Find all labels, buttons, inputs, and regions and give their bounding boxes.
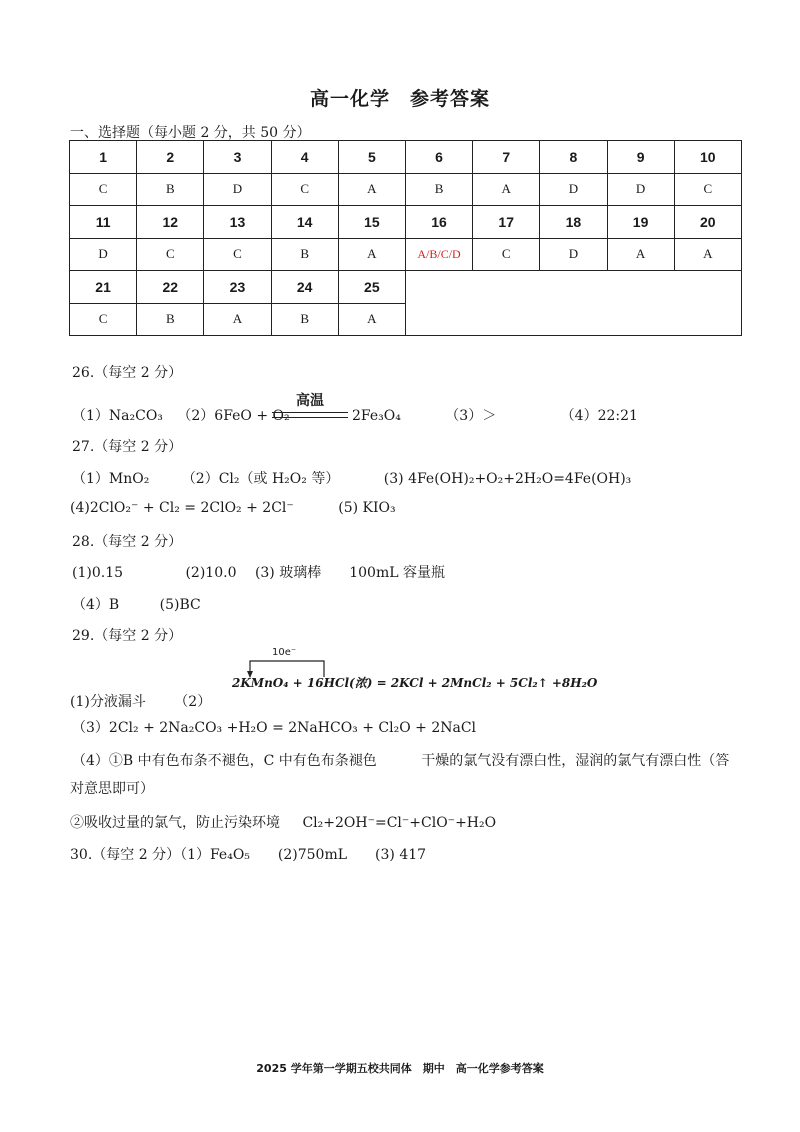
q26-answers <box>72 405 290 425</box>
answer-cell: B <box>137 173 204 206</box>
page-footer: 2025 学年第一学期五校共同体 期中 高一化学参考答案 <box>256 1062 544 1075</box>
q28-heading: 28.（每空 2 分） <box>72 534 183 550</box>
q29-redox-equation: 2KMnO₄ + 16HCl(浓) = 2KCl + 2MnCl₂ + 5Cl₂↑ +8H₂O <box>232 676 598 690</box>
answer-cell: C <box>271 173 338 206</box>
equals-bars <box>272 412 348 418</box>
q28-answer-1: (1)0.15 <box>72 565 124 581</box>
q27-answer-3: (3) 4Fe(OH)₂+O₂+2H₂O=4Fe(OH)₃ <box>383 471 632 487</box>
answer-table <box>69 140 742 336</box>
q26-answer-1: （1）Na₂CO₃ <box>72 408 163 424</box>
question-number: 25 <box>338 271 405 304</box>
table-row <box>70 271 742 304</box>
q27-answer-2: （2）Cl₂（或 H₂O₂ 等） <box>181 471 340 487</box>
q27-heading: 27.（每空 2 分） <box>72 439 183 455</box>
question-number: 7 <box>473 141 540 174</box>
question-number: 2 <box>137 141 204 174</box>
q29-answer-5-equation: Cl₂+2OH⁻=Cl⁻+ClO⁻+H₂O <box>302 815 497 831</box>
answer-cell: B <box>405 173 472 206</box>
answer-cell: A <box>338 303 405 336</box>
question-number: 5 <box>338 141 405 174</box>
answer-cell: D <box>70 238 137 271</box>
section-heading-choice: 一、选择题（每小题 2 分，共 50 分） <box>70 125 311 141</box>
q27-answer-4: (4)2ClO₂⁻ + Cl₂ = 2ClO₂ + 2Cl⁻ <box>70 500 294 516</box>
q29-answer-4-note: 对意思即可） <box>70 781 154 797</box>
question-number: 20 <box>674 206 741 239</box>
question-number: 14 <box>271 206 338 239</box>
q29-answer-5 <box>70 812 496 832</box>
q26-answers-cont <box>352 405 638 425</box>
answer-cell: B <box>271 303 338 336</box>
answer-cell-highlighted: A/B/C/D <box>405 238 472 271</box>
question-number: 24 <box>271 271 338 304</box>
answer-cell: A <box>338 173 405 206</box>
table-row <box>70 238 742 271</box>
question-number: 6 <box>405 141 472 174</box>
answer-cell: D <box>607 173 674 206</box>
q27-answers-row1 <box>72 468 631 488</box>
question-number: 4 <box>271 141 338 174</box>
answer-cell: B <box>271 238 338 271</box>
q28-answer-2: (2)10.0 <box>185 565 237 581</box>
question-number: 22 <box>137 271 204 304</box>
answer-cell: C <box>204 238 271 271</box>
answer-cell: C <box>674 173 741 206</box>
q26-answer-2-product: 2Fe₃O₄ <box>352 408 401 424</box>
answer-cell: A <box>204 303 271 336</box>
question-number: 9 <box>607 141 674 174</box>
answer-cell: D <box>204 173 271 206</box>
q29-answer-1: (1)分液漏斗 <box>70 694 146 710</box>
answer-cell: B <box>137 303 204 336</box>
question-number: 21 <box>70 271 137 304</box>
question-number: 10 <box>674 141 741 174</box>
q30-answers: 30.（每空 2 分）（1）Fe₄O₅ (2)750mL (3) 417 <box>70 847 427 863</box>
electron-count-label: 10e⁻ <box>272 647 297 658</box>
q28-answer-3: (3) 玻璃棒 100mL 容量瓶 <box>254 565 445 581</box>
q26-answer-3: （3）＞ <box>445 408 497 424</box>
answer-cell: A <box>607 238 674 271</box>
q26-answer-2-reactants: （2）6FeO + O₂ <box>177 408 290 424</box>
q29-answer-5-text: ②吸收过量的氯气，防止污染环境 <box>70 815 280 831</box>
answer-cell: C <box>70 303 137 336</box>
table-row <box>70 141 742 174</box>
q26-heading: 26.（每空 2 分） <box>72 365 183 381</box>
answer-cell: A <box>473 173 540 206</box>
q27-answer-5: (5) KIO₃ <box>338 500 396 516</box>
answer-cell: C <box>137 238 204 271</box>
reaction-condition: 高温 <box>296 393 324 409</box>
question-number: 17 <box>473 206 540 239</box>
question-number: 12 <box>137 206 204 239</box>
answer-cell: C <box>70 173 137 206</box>
question-number: 23 <box>204 271 271 304</box>
q27-answers-row2 <box>70 500 396 516</box>
q27-answer-1: （1）MnO₂ <box>72 471 150 487</box>
q28-answers-row1 <box>72 562 445 582</box>
question-number: 18 <box>540 206 607 239</box>
question-number: 13 <box>204 206 271 239</box>
answer-cell: D <box>540 173 607 206</box>
table-row <box>70 206 742 239</box>
q26-answer-4: （4）22:21 <box>560 408 638 424</box>
question-number: 16 <box>405 206 472 239</box>
question-number: 1 <box>70 141 137 174</box>
q28-answer-5: (5)BC <box>159 597 201 613</box>
q29-answer-4-conclusion: 干燥的氯气没有漂白性，湿润的氯气有漂白性（答 <box>421 753 730 769</box>
page-title: 高一化学 参考答案 <box>309 88 490 110</box>
q29-heading: 29.（每空 2 分） <box>72 628 183 644</box>
answer-cell: C <box>473 238 540 271</box>
question-number: 11 <box>70 206 137 239</box>
q29-answers-row1 <box>70 691 211 711</box>
q28-answers-row2 <box>72 594 201 614</box>
reaction-condition-arrow <box>272 390 348 424</box>
question-number: 8 <box>540 141 607 174</box>
q29-answer-2: （2） <box>174 694 212 710</box>
question-number: 19 <box>607 206 674 239</box>
question-number: 3 <box>204 141 271 174</box>
q29-answer-4 <box>72 750 729 770</box>
table-row <box>70 173 742 206</box>
q28-answer-4: （4）B <box>72 597 120 613</box>
answer-cell: A <box>674 238 741 271</box>
answer-cell: A <box>338 238 405 271</box>
q29-answer-4-observation: （4）①B 中有色布条不褪色，C 中有色布条褪色 <box>72 753 377 769</box>
empty-cell <box>405 271 741 336</box>
question-number: 15 <box>338 206 405 239</box>
answer-cell: D <box>540 238 607 271</box>
q29-answer-3: （3）2Cl₂ + 2Na₂CO₃ +H₂O = 2NaHCO₃ + Cl₂O + 2NaCl <box>72 720 477 736</box>
